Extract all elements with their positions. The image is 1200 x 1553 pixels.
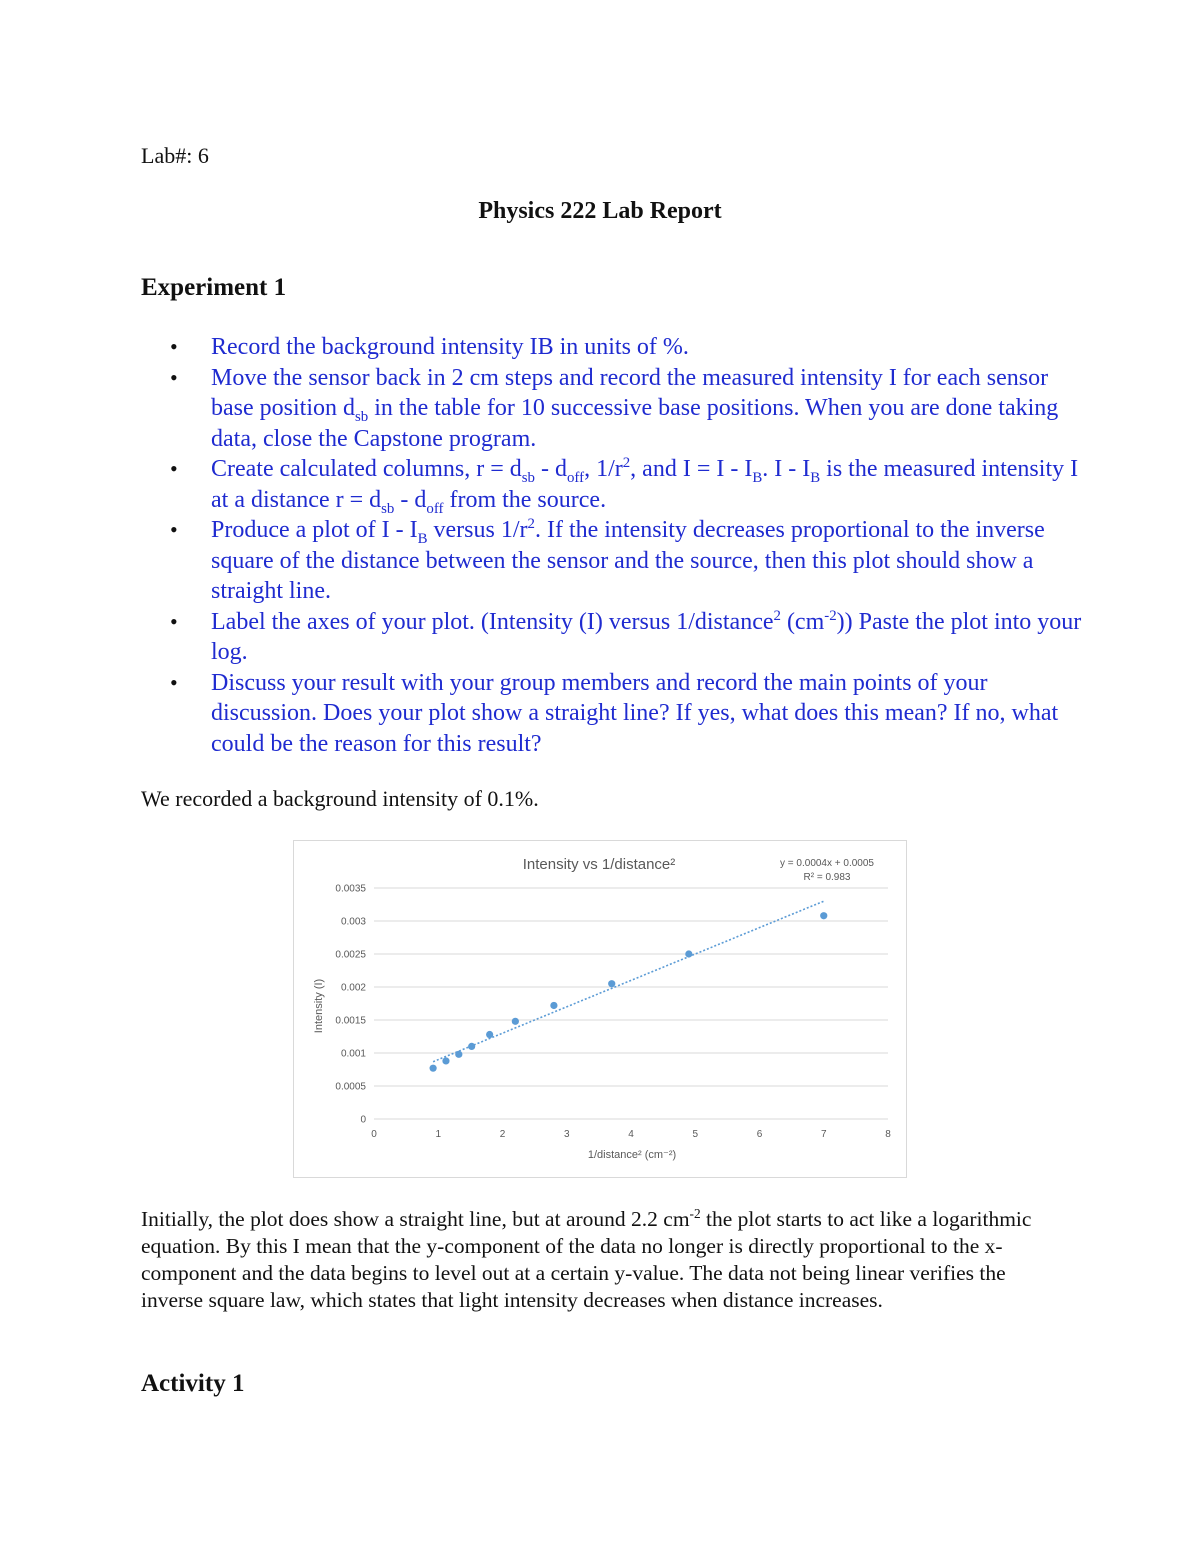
discussion-paragraph: Initially, the plot does show a straight line, but at around 2.2 $cm^{-2}$ the plot starts to act like a logarithmic equation. By this I mean that the y-component of the data no longer is directly proportional to the x-component and the data begins to level out at a certain y-value. The data not being linear verifies the inverse square law, which states that light intensity decreases when distance increases. bbox=[141, 1205, 1032, 1312]
data-point bbox=[455, 1051, 462, 1058]
instruction-item: • Record the background intensity IB in units of %. bbox=[170, 332, 1090, 363]
data-point bbox=[608, 980, 615, 987]
data-point bbox=[550, 1002, 557, 1009]
x-tick-label: 4 bbox=[628, 1129, 634, 1140]
gridlines bbox=[374, 888, 888, 1119]
data-point bbox=[685, 950, 692, 957]
y-tick-label: 0.003 bbox=[340, 916, 366, 928]
x-axis-ticks bbox=[371, 1129, 891, 1140]
data-point bbox=[468, 1043, 475, 1050]
y-tick-label: 0.0015 bbox=[335, 1015, 366, 1027]
y-tick-label: 0.0025 bbox=[335, 949, 366, 961]
x-tick-label: 6 bbox=[756, 1129, 763, 1140]
instruction-item: • Move the sensor back in 2 cm steps and record the measured intensity I for each sensor base position $d_{sb}$ in the table for 10 successive base positions. When you are done taking data, close the Capstone program. bbox=[170, 363, 1090, 455]
activity-heading: Activity 1 bbox=[141, 1370, 245, 1397]
data-point bbox=[430, 1065, 437, 1072]
y-tick-label: 0.001 bbox=[340, 1048, 366, 1060]
trendline-r2: R² = 0.983 bbox=[803, 872, 851, 883]
x-tick-label: 0 bbox=[371, 1129, 377, 1140]
instruction-list bbox=[170, 332, 1090, 759]
x-tick-label: 1 bbox=[435, 1129, 442, 1140]
instruction-item: • Discuss your result with your group members and record the main points of your discussion. Does your plot show a straight line? If yes, what does this mean? If no, what could be the reason for this result? bbox=[170, 668, 1090, 760]
data-point bbox=[512, 1018, 519, 1025]
y-axis-ticks bbox=[335, 884, 366, 1126]
page-title: Physics 222 Lab Report bbox=[478, 198, 722, 224]
x-tick-label: 7 bbox=[820, 1129, 827, 1140]
trendline bbox=[433, 901, 824, 1062]
scatter-chart bbox=[293, 840, 907, 1178]
y-tick-label: 0 bbox=[360, 1114, 366, 1126]
data-point bbox=[820, 912, 827, 919]
instruction-item: • Produce a plot of I - $I_B$ versus $1/r^2$. If the intensity decreases proportional to the inverse square of the distance between the sensor and the source, then this plot should show a straight line. bbox=[170, 515, 1090, 607]
lab-number: Lab#: 6 bbox=[141, 143, 209, 168]
data-points bbox=[430, 912, 828, 1072]
x-tick-label: 2 bbox=[499, 1129, 506, 1140]
x-tick-label: 5 bbox=[692, 1129, 699, 1140]
experiment-heading: Experiment 1 bbox=[141, 274, 287, 301]
y-tick-label: 0.002 bbox=[340, 982, 366, 994]
instruction-item: • Create calculated columns, $r = d_{sb} - d_{off}$, $1/r^2$, and $I = I - I_B$. I - $I_B$ is the measured intensity I at a distance $r = d_{sb} - d_{off}$ from the source. bbox=[170, 454, 1090, 515]
y-tick-label: 0.0005 bbox=[335, 1081, 366, 1093]
x-axis-label: 1/distance² (cm⁻²) bbox=[587, 1149, 677, 1161]
instruction-item: • Label the axes of your plot. (Intensity (I) versus 1/distance$^2$ $(cm^{-2})$) Paste the plot into your log. bbox=[170, 607, 1090, 668]
y-tick-label: 0.0035 bbox=[335, 883, 366, 895]
result-text: We recorded a background intensity of 0.1%. bbox=[141, 786, 539, 811]
x-tick-label: 3 bbox=[563, 1129, 570, 1140]
chart-title: Intensity vs 1/distance² bbox=[522, 856, 676, 873]
data-point bbox=[486, 1031, 493, 1038]
y-axis-label: Intensity (I) bbox=[313, 978, 325, 1034]
data-point bbox=[442, 1057, 449, 1064]
x-tick-label: 8 bbox=[885, 1129, 891, 1140]
trendline-equation: y = 0.0004x + 0.0005 bbox=[780, 858, 874, 869]
chart-svg bbox=[294, 841, 906, 1177]
